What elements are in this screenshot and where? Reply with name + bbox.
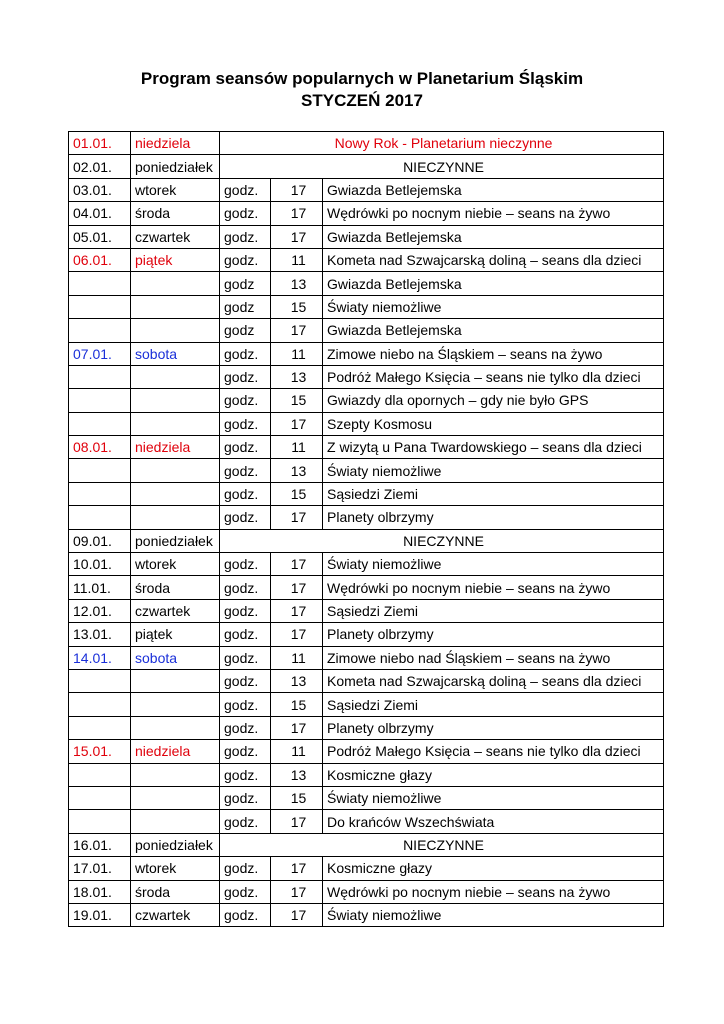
row-godz-label: godz. <box>220 576 271 599</box>
row-day: poniedziałek <box>131 529 220 552</box>
row-date <box>69 716 131 739</box>
document-title <box>0 68 724 112</box>
row-date: 14.01. <box>69 646 131 669</box>
row-date <box>69 295 131 318</box>
row-godz-label: godz. <box>220 786 271 809</box>
row-day: czwartek <box>131 225 220 248</box>
schedule-row <box>69 599 664 622</box>
row-day: sobota <box>131 342 220 365</box>
row-show-title: Gwiazda Betlejemska <box>323 272 664 295</box>
row-show-title: Zimowe niebo nad Śląskiem – seans na żywo <box>323 646 664 669</box>
row-godz-label: godz. <box>220 553 271 576</box>
row-hour: 11 <box>271 646 323 669</box>
row-day: piątek <box>131 248 220 271</box>
row-godz-label: godz <box>220 295 271 318</box>
row-show-title: Zimowe niebo na Śląskiem – seans na żywo <box>323 342 664 365</box>
schedule-row <box>69 225 664 248</box>
row-day <box>131 669 220 692</box>
row-hour: 13 <box>271 669 323 692</box>
row-date <box>69 365 131 388</box>
row-date: 03.01. <box>69 178 131 201</box>
schedule-row <box>69 763 664 786</box>
row-show-title: Wędrówki po nocnym niebie – seans na żywo <box>323 202 664 225</box>
row-show-title: Do krańców Wszechświata <box>323 810 664 833</box>
row-date: 01.01. <box>69 132 131 155</box>
row-hour: 11 <box>271 248 323 271</box>
row-day <box>131 389 220 412</box>
row-day: wtorek <box>131 178 220 201</box>
row-day: niedziela <box>131 436 220 459</box>
row-show-title: Podróż Małego Księcia – seans nie tylko dla dzieci <box>323 740 664 763</box>
row-show-title: Planety olbrzymy <box>323 623 664 646</box>
schedule-row <box>69 506 664 529</box>
row-day <box>131 716 220 739</box>
row-date: 12.01. <box>69 599 131 622</box>
row-day <box>131 693 220 716</box>
schedule-row <box>69 833 664 856</box>
row-show-title: Wędrówki po nocnym niebie – seans na żywo <box>323 880 664 903</box>
row-godz-label: godz <box>220 272 271 295</box>
row-date: 17.01. <box>69 857 131 880</box>
schedule-row <box>69 389 664 412</box>
row-godz-label: godz. <box>220 178 271 201</box>
row-hour: 11 <box>271 342 323 365</box>
row-godz-label: godz. <box>220 248 271 271</box>
schedule-row <box>69 482 664 505</box>
schedule-row <box>69 365 664 388</box>
row-day <box>131 319 220 342</box>
schedule-row <box>69 903 664 926</box>
row-day <box>131 506 220 529</box>
row-hour: 17 <box>271 880 323 903</box>
row-date: 10.01. <box>69 553 131 576</box>
row-date: 13.01. <box>69 623 131 646</box>
row-date: 09.01. <box>69 529 131 552</box>
row-show-title: Gwiazda Betlejemska <box>323 178 664 201</box>
row-date: 04.01. <box>69 202 131 225</box>
row-day <box>131 810 220 833</box>
row-godz-label: godz. <box>220 903 271 926</box>
row-show-title: Kometa nad Szwajcarską doliną – seans dla dzieci <box>323 669 664 692</box>
row-hour: 17 <box>271 599 323 622</box>
row-hour: 17 <box>271 716 323 739</box>
row-date <box>69 763 131 786</box>
row-hour: 15 <box>271 295 323 318</box>
schedule-row <box>69 132 664 155</box>
row-day <box>131 459 220 482</box>
row-day: piątek <box>131 623 220 646</box>
row-show-title: Szepty Kosmosu <box>323 412 664 435</box>
row-date: 07.01. <box>69 342 131 365</box>
row-date: 08.01. <box>69 436 131 459</box>
row-note: NIECZYNNE <box>220 155 664 178</box>
row-godz-label: godz. <box>220 716 271 739</box>
schedule-row <box>69 786 664 809</box>
row-godz-label: godz. <box>220 412 271 435</box>
row-hour: 17 <box>271 319 323 342</box>
schedule-row <box>69 295 664 318</box>
schedule-row <box>69 646 664 669</box>
row-hour: 17 <box>271 225 323 248</box>
row-show-title: Światy niemożliwe <box>323 459 664 482</box>
schedule-row <box>69 740 664 763</box>
row-show-title: Światy niemożliwe <box>323 903 664 926</box>
schedule-row <box>69 693 664 716</box>
row-date <box>69 319 131 342</box>
row-hour: 13 <box>271 763 323 786</box>
row-day: środa <box>131 880 220 903</box>
row-date: 02.01. <box>69 155 131 178</box>
schedule-row <box>69 529 664 552</box>
row-date <box>69 669 131 692</box>
row-day: poniedziałek <box>131 155 220 178</box>
row-godz-label: godz. <box>220 810 271 833</box>
schedule-row <box>69 178 664 201</box>
title-line-2: STYCZEŃ 2017 <box>301 91 423 110</box>
row-date: 15.01. <box>69 740 131 763</box>
schedule-row <box>69 319 664 342</box>
row-show-title: Kosmiczne głazy <box>323 763 664 786</box>
row-show-title: Gwiazdy dla opornych – gdy nie było GPS <box>323 389 664 412</box>
row-day: wtorek <box>131 553 220 576</box>
row-day: czwartek <box>131 903 220 926</box>
row-hour: 15 <box>271 693 323 716</box>
row-show-title: Sąsiedzi Ziemi <box>323 693 664 716</box>
row-day: czwartek <box>131 599 220 622</box>
row-note: NIECZYNNE <box>220 529 664 552</box>
schedule-table <box>68 131 664 927</box>
schedule-body <box>69 132 664 927</box>
row-note: Nowy Rok - Planetarium nieczynne <box>220 132 664 155</box>
schedule-row <box>69 553 664 576</box>
row-hour: 17 <box>271 178 323 201</box>
row-godz-label: godz. <box>220 365 271 388</box>
row-date <box>69 272 131 295</box>
schedule-row <box>69 810 664 833</box>
row-date: 05.01. <box>69 225 131 248</box>
row-date <box>69 482 131 505</box>
row-date: 19.01. <box>69 903 131 926</box>
schedule-row <box>69 857 664 880</box>
row-date <box>69 389 131 412</box>
row-godz-label: godz. <box>220 669 271 692</box>
row-godz-label: godz <box>220 319 271 342</box>
schedule-row <box>69 202 664 225</box>
schedule-row <box>69 412 664 435</box>
row-godz-label: godz. <box>220 459 271 482</box>
row-godz-label: godz. <box>220 342 271 365</box>
row-godz-label: godz. <box>220 693 271 716</box>
row-godz-label: godz. <box>220 646 271 669</box>
row-day: niedziela <box>131 132 220 155</box>
schedule-row <box>69 459 664 482</box>
row-godz-label: godz. <box>220 740 271 763</box>
row-godz-label: godz. <box>220 599 271 622</box>
row-hour: 15 <box>271 389 323 412</box>
row-show-title: Z wizytą u Pana Twardowskiego – seans dla dzieci <box>323 436 664 459</box>
row-show-title: Kometa nad Szwajcarską doliną – seans dla dzieci <box>323 248 664 271</box>
schedule-row <box>69 880 664 903</box>
row-hour: 17 <box>271 857 323 880</box>
row-hour: 17 <box>271 506 323 529</box>
row-day <box>131 295 220 318</box>
row-show-title: Światy niemożliwe <box>323 295 664 318</box>
row-date <box>69 810 131 833</box>
row-show-title: Sąsiedzi Ziemi <box>323 599 664 622</box>
row-show-title: Wędrówki po nocnym niebie – seans na żywo <box>323 576 664 599</box>
row-godz-label: godz. <box>220 436 271 459</box>
schedule-row <box>69 716 664 739</box>
schedule-row <box>69 248 664 271</box>
row-hour: 17 <box>271 412 323 435</box>
row-date: 18.01. <box>69 880 131 903</box>
row-show-title: Planety olbrzymy <box>323 506 664 529</box>
row-date <box>69 412 131 435</box>
row-godz-label: godz. <box>220 623 271 646</box>
row-hour: 15 <box>271 786 323 809</box>
schedule-row <box>69 272 664 295</box>
row-hour: 17 <box>271 576 323 599</box>
schedule-row <box>69 155 664 178</box>
row-date <box>69 506 131 529</box>
row-hour: 11 <box>271 740 323 763</box>
row-day <box>131 786 220 809</box>
row-hour: 15 <box>271 482 323 505</box>
row-godz-label: godz. <box>220 389 271 412</box>
row-day <box>131 272 220 295</box>
row-godz-label: godz. <box>220 482 271 505</box>
row-note: NIECZYNNE <box>220 833 664 856</box>
row-day <box>131 365 220 388</box>
schedule-row <box>69 576 664 599</box>
row-hour: 13 <box>271 272 323 295</box>
row-godz-label: godz. <box>220 225 271 248</box>
row-hour: 13 <box>271 459 323 482</box>
row-day: sobota <box>131 646 220 669</box>
row-day: środa <box>131 202 220 225</box>
row-date <box>69 786 131 809</box>
row-godz-label: godz. <box>220 506 271 529</box>
row-godz-label: godz. <box>220 880 271 903</box>
row-day <box>131 763 220 786</box>
row-hour: 17 <box>271 553 323 576</box>
row-day: poniedziałek <box>131 833 220 856</box>
row-godz-label: godz. <box>220 763 271 786</box>
schedule-row <box>69 342 664 365</box>
row-hour: 13 <box>271 365 323 388</box>
title-line-1: Program seansów popularnych w Planetarium Śląskim <box>140 69 584 88</box>
row-show-title: Planety olbrzymy <box>323 716 664 739</box>
row-day: niedziela <box>131 740 220 763</box>
row-godz-label: godz. <box>220 202 271 225</box>
row-show-title: Gwiazda Betlejemska <box>323 319 664 342</box>
row-show-title: Podróż Małego Księcia – seans nie tylko dla dzieci <box>323 365 664 388</box>
row-day: wtorek <box>131 857 220 880</box>
row-godz-label: godz. <box>220 857 271 880</box>
row-hour: 17 <box>271 202 323 225</box>
row-hour: 11 <box>271 436 323 459</box>
row-show-title: Kosmiczne głazy <box>323 857 664 880</box>
row-date <box>69 693 131 716</box>
row-day <box>131 482 220 505</box>
schedule-row <box>69 623 664 646</box>
row-show-title: Światy niemożliwe <box>323 786 664 809</box>
schedule-row <box>69 436 664 459</box>
schedule-row <box>69 669 664 692</box>
row-day <box>131 412 220 435</box>
row-date: 16.01. <box>69 833 131 856</box>
row-hour: 17 <box>271 810 323 833</box>
row-show-title: Gwiazda Betlejemska <box>323 225 664 248</box>
row-day: środa <box>131 576 220 599</box>
row-date: 06.01. <box>69 248 131 271</box>
row-hour: 17 <box>271 623 323 646</box>
row-show-title: Światy niemożliwe <box>323 553 664 576</box>
row-show-title: Sąsiedzi Ziemi <box>323 482 664 505</box>
row-date: 11.01. <box>69 576 131 599</box>
row-hour: 17 <box>271 903 323 926</box>
row-date <box>69 459 131 482</box>
